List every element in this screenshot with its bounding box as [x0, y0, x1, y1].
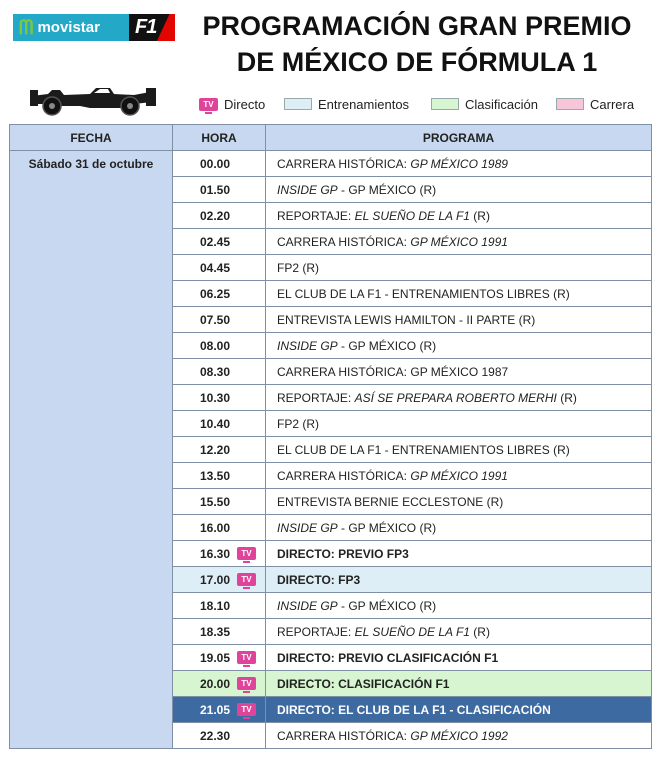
hora-text: 18.10: [200, 598, 231, 613]
hora-text: 20.00: [200, 676, 231, 691]
legend-clasificacion: [431, 96, 538, 112]
legend-carrera-label: Carrera: [590, 96, 635, 112]
hora-text: 01.50: [200, 182, 231, 197]
hora-cell: [173, 593, 266, 619]
hora-text: 21.05: [200, 702, 231, 717]
programa-cell: [266, 567, 652, 593]
hora-cell: [173, 307, 266, 333]
programa-text: ENTREVISTA BERNIE ECCLESTONE (R): [277, 494, 504, 509]
hora-cell: [173, 281, 266, 307]
programa-text: CARRERA HISTÓRICA:: [277, 468, 411, 483]
programa-cell: [266, 281, 652, 307]
legend-directo: [199, 96, 265, 112]
hora-text: 02.45: [200, 234, 231, 249]
hora-text: 00.00: [200, 156, 231, 171]
programa-text: DIRECTO: CLASIFICACIÓN F1: [277, 676, 450, 691]
tv-icon: TV: [237, 651, 256, 664]
hora-text: 15.50: [200, 494, 231, 509]
hora-cell: [173, 411, 266, 437]
programa-title-italic: GP MÉXICO 1989: [410, 156, 508, 171]
hora-cell: [173, 645, 266, 671]
programa-cell: [266, 307, 652, 333]
hora-cell: [173, 359, 266, 385]
hora-text: 06.25: [200, 286, 231, 301]
hora-text: 07.50: [200, 312, 231, 327]
programa-text: CARRERA HISTÓRICA:: [277, 156, 411, 171]
programa-text: REPORTAJE:: [277, 208, 355, 223]
hora-cell: [173, 489, 266, 515]
hora-text: 22.30: [200, 728, 231, 743]
header-fecha: FECHA: [10, 125, 173, 151]
table-header-row: [10, 125, 652, 151]
programa-cell: [266, 593, 652, 619]
programa-text: - GP MÉXICO (R): [337, 182, 437, 197]
programa-cell: [266, 541, 652, 567]
tv-icon: TV: [237, 677, 256, 690]
hora-cell: [173, 203, 266, 229]
programa-cell: [266, 645, 652, 671]
hora-text: 08.30: [200, 364, 231, 379]
legend-entrenamientos: [284, 96, 409, 112]
tv-icon: TV: [237, 703, 256, 716]
hora-cell: [173, 333, 266, 359]
programa-cell: [266, 203, 652, 229]
programa-cell: [266, 151, 652, 177]
f1-car-icon: [30, 82, 156, 116]
hora-text: 19.05: [200, 650, 231, 665]
programa-text: EL CLUB DE LA F1 - ENTRENAMIENTOS LIBRES (R): [277, 286, 570, 301]
programa-cell: [266, 697, 652, 723]
programa-cell: [266, 255, 652, 281]
programa-title-italic: GP MÉXICO 1992: [410, 728, 508, 743]
movistar-m-icon: ᗰ: [19, 16, 34, 39]
programa-cell: [266, 359, 652, 385]
legend-directo-label: Directo: [224, 96, 266, 112]
hora-text: 16.00: [200, 520, 231, 535]
programa-text: REPORTAJE:: [277, 624, 355, 639]
header-programa: PROGRAMA: [266, 125, 652, 151]
hora-cell: [173, 619, 266, 645]
page-title: [182, 8, 652, 80]
programa-text: (R): [556, 390, 577, 405]
fecha-cell: Sábado 31 de octubre: [10, 151, 173, 749]
programa-cell: [266, 619, 652, 645]
tv-icon: TV: [199, 98, 218, 111]
hora-cell: [173, 541, 266, 567]
programa-cell: [266, 177, 652, 203]
programa-cell: [266, 489, 652, 515]
programa-text: FP2 (R): [277, 260, 319, 275]
movistar-f1-logo: [13, 14, 175, 41]
legend-carrera-swatch: [556, 98, 584, 110]
hora-cell: [173, 567, 266, 593]
hora-text: 16.30: [200, 546, 231, 561]
programa-title-italic: EL SUEÑO DE LA F1: [354, 208, 470, 223]
programa-text: EL CLUB DE LA F1 - ENTRENAMIENTOS LIBRES (R): [277, 442, 570, 457]
programa-text: REPORTAJE:: [277, 390, 355, 405]
programa-text: - GP MÉXICO (R): [337, 520, 437, 535]
programa-cell: [266, 411, 652, 437]
programa-text: (R): [469, 208, 490, 223]
programa-title-italic: INSIDE GP: [277, 338, 338, 353]
programa-cell: [266, 463, 652, 489]
hora-cell: [173, 177, 266, 203]
programa-text: (R): [469, 624, 490, 639]
legend-clasificacion-swatch: [431, 98, 459, 110]
hora-text: 10.40: [200, 416, 231, 431]
hora-text: 12.20: [200, 442, 231, 457]
f1-logo: [129, 14, 175, 41]
hora-cell: [173, 255, 266, 281]
legend-carrera: [556, 96, 634, 112]
hora-text: 08.00: [200, 338, 231, 353]
f1-logo-text: F1: [135, 16, 157, 38]
hora-cell: [173, 723, 266, 749]
movistar-logo: [13, 14, 129, 41]
programa-title-italic: INSIDE GP: [277, 598, 338, 613]
title-line-1: PROGRAMACIÓN GRAN PREMIO: [202, 11, 632, 41]
programa-title-italic: INSIDE GP: [277, 520, 338, 535]
movistar-logo-text: movistar: [37, 19, 100, 36]
programa-cell: [266, 385, 652, 411]
hora-cell: [173, 437, 266, 463]
tv-icon: TV: [237, 547, 256, 560]
programa-text: ENTREVISTA LEWIS HAMILTON - II PARTE (R): [277, 312, 536, 327]
hora-cell: [173, 697, 266, 723]
hora-text: 13.50: [200, 468, 231, 483]
hora-cell: [173, 671, 266, 697]
programa-cell: [266, 229, 652, 255]
programa-title-italic: INSIDE GP: [277, 182, 338, 197]
hora-cell: [173, 463, 266, 489]
programa-text: FP2 (R): [277, 416, 319, 431]
programa-text: - GP MÉXICO (R): [337, 338, 437, 353]
hora-cell: [173, 515, 266, 541]
hora-text: 02.20: [200, 208, 231, 223]
programa-text: DIRECTO: FP3: [277, 572, 361, 587]
tv-icon: TV: [237, 573, 256, 586]
programa-cell: [266, 333, 652, 359]
hora-cell: [173, 385, 266, 411]
programa-title-italic: GP MÉXICO 1991: [410, 234, 508, 249]
legend-clasificacion-label: Clasificación: [465, 96, 538, 112]
hora-text: 10.30: [200, 390, 231, 405]
schedule-table: [9, 124, 652, 749]
programa-text: CARRERA HISTÓRICA:: [277, 728, 411, 743]
hora-text: 18.35: [200, 624, 231, 639]
programa-text: DIRECTO: PREVIO CLASIFICACIÓN F1: [277, 650, 499, 665]
programa-cell: [266, 437, 652, 463]
programa-text: DIRECTO: EL CLUB DE LA F1 - CLASIFICACIÓN: [277, 702, 551, 717]
table-row: [10, 151, 652, 177]
schedule-body: [10, 151, 652, 749]
hora-cell: [173, 151, 266, 177]
programa-title-italic: GP MÉXICO 1991: [410, 468, 508, 483]
programa-cell: [266, 723, 652, 749]
programa-cell: [266, 515, 652, 541]
hora-cell: [173, 229, 266, 255]
hora-text: 04.45: [200, 260, 231, 275]
programa-text: CARRERA HISTÓRICA:: [277, 234, 411, 249]
legend-entrenamientos-swatch: [284, 98, 312, 110]
f1-logo-stripe: [155, 14, 175, 41]
title-line-2: DE MÉXICO DE FÓRMULA 1: [236, 47, 598, 77]
programa-cell: [266, 671, 652, 697]
legend-entrenamientos-label: Entrenamientos: [318, 96, 410, 112]
programa-text: - GP MÉXICO (R): [337, 598, 437, 613]
programa-title-italic: ASÍ SE PREPARA ROBERTO MERHI: [354, 390, 557, 405]
hora-text: 17.00: [200, 572, 231, 587]
header-hora: HORA: [173, 125, 266, 151]
programa-text: CARRERA HISTÓRICA: GP MÉXICO 1987: [277, 364, 509, 379]
programa-title-italic: EL SUEÑO DE LA F1: [354, 624, 470, 639]
programa-text: DIRECTO: PREVIO FP3: [277, 546, 409, 561]
